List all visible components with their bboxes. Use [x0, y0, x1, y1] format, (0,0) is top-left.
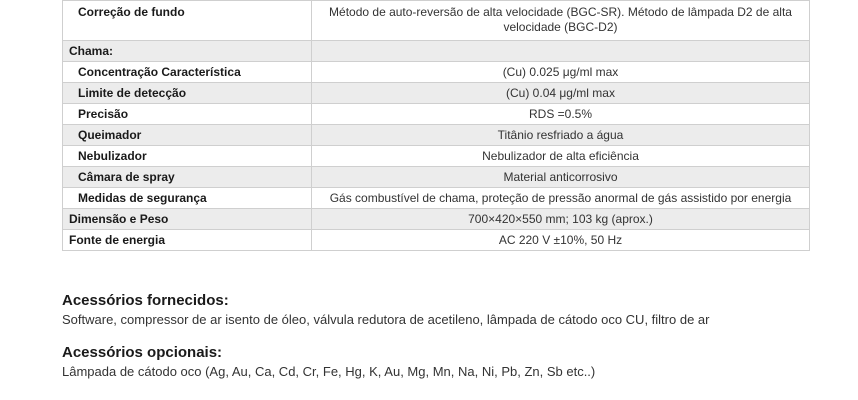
spec-row-safety-measures [63, 188, 810, 209]
accessories-provided-heading: Acessórios fornecidos: [62, 292, 229, 309]
spec-value: RDS =0.5% [312, 104, 810, 125]
spec-row-characteristic-concentration [63, 62, 810, 83]
spec-row-nebulizer [63, 146, 810, 167]
spec-value: Método de auto-reversão de alta velocidade (BGC-SR). Método de lâmpada D2 de alta velocidade (BGC-D2) [312, 1, 810, 41]
spec-row-power-supply [63, 230, 810, 251]
spec-row-dimension-weight [63, 209, 810, 230]
spec-label: Fonte de energia [63, 230, 312, 251]
spec-label: Concentração Característica [63, 62, 312, 83]
spec-value: Titânio resfriado a água [312, 125, 810, 146]
spec-value: AC 220 V ±10%, 50 Hz [312, 230, 810, 251]
spec-label: Nebulizador [63, 146, 312, 167]
spec-label: Medidas de segurança [63, 188, 312, 209]
spec-value: Material anticorrosivo [312, 167, 810, 188]
spec-label: Limite de detecção [63, 83, 312, 104]
spec-row-burner [63, 125, 810, 146]
spec-row-spray-chamber [63, 167, 810, 188]
spec-value: Nebulizador de alta eficiência [312, 146, 810, 167]
spec-value: (Cu) 0.04 μg/ml max [312, 83, 810, 104]
accessories-optional-section [62, 344, 842, 380]
spec-label: Precisão [63, 104, 312, 125]
spec-row-detection-limit [63, 83, 810, 104]
spec-section-label: Chama: [63, 41, 312, 62]
spec-value: 700×420×550 mm; 103 kg (aprox.) [312, 209, 810, 230]
spec-row-precision [63, 104, 810, 125]
spec-row-flame-section [63, 41, 810, 62]
spec-label: Queimador [63, 125, 312, 146]
spec-label: Dimensão e Peso [63, 209, 312, 230]
accessories-optional-heading: Acessórios opcionais: [62, 344, 223, 361]
spec-value [312, 41, 810, 62]
spec-value: Gás combustível de chama, proteção de pressão anormal de gás assistido por energia [312, 188, 810, 209]
accessories-provided-section [62, 292, 842, 328]
spec-label: Câmara de spray [63, 167, 312, 188]
accessories-provided-text: Software, compressor de ar isento de óleo, válvula redutora de acetileno, lâmpada de cátodo oco CU, filtro de ar [62, 312, 710, 327]
spec-value: (Cu) 0.025 μg/ml max [312, 62, 810, 83]
spec-label: Correção de fundo [63, 1, 312, 41]
spec-row-background-correction [63, 1, 810, 41]
accessories-optional-text: Lâmpada de cátodo oco (Ag, Au, Ca, Cd, Cr, Fe, Hg, K, Au, Mg, Mn, Na, Ni, Pb, Zn, Sb etc..) [62, 364, 596, 379]
spec-table [62, 0, 810, 251]
